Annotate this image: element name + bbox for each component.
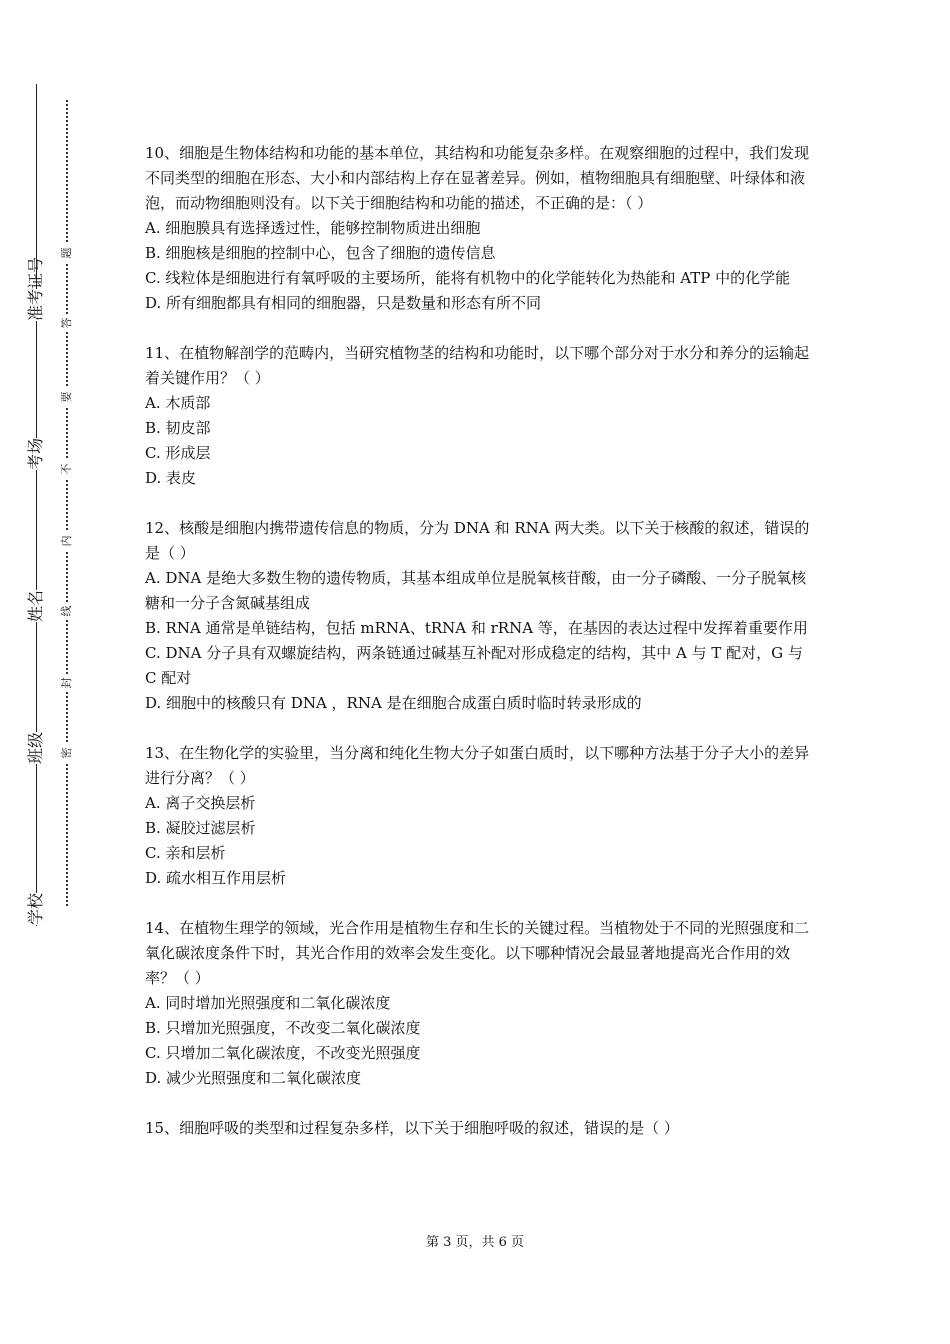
option-c: C. 只增加二氧化碳浓度，不改变光照强度: [145, 1044, 421, 1062]
page-number: 第 3 页，共 6 页: [425, 1235, 525, 1250]
question-text: 15、细胞呼吸的类型和过程复杂多样，以下关于细胞呼吸的叙述，错误的是（ ）: [145, 1119, 679, 1137]
label-class: 班级: [20, 732, 52, 764]
option-b: B. 凝胶过滤层析: [145, 819, 256, 837]
option-a: A. 同时增加光照强度和二氧化碳浓度: [145, 994, 391, 1012]
label-exam-number: 准考证号: [20, 289, 52, 321]
binding-margin: [0, 0, 120, 1344]
option-d: D. 所有细胞都具有相同的细胞器，只是数量和形态有所不同: [145, 294, 542, 312]
option-c: C. 形成层: [145, 444, 211, 462]
question-12: [145, 516, 810, 716]
binding-solid-line: [36, 84, 37, 926]
question-13: [145, 741, 810, 891]
seal-char: 不: [58, 460, 76, 478]
option-d: D. 疏水相互作用层析: [145, 869, 287, 887]
option-c: C. 亲和层析: [145, 844, 226, 862]
question-text: 10、细胞是生物体结构和功能的基本单位，其结构和功能复杂多样。在观察细胞的过程中，我们发现不同类型的细胞在形态、大小和内部结构上存在显著差异。例如，植物细胞具有细胞壁、叶绿体和液泡，而动物细胞则没有。以下关于细胞结构和功能的描述，不正确的是：（ ）: [145, 144, 810, 212]
seal-char: 密: [58, 744, 76, 762]
question-list: [145, 141, 810, 1166]
seal-char: 题: [58, 244, 76, 262]
option-a: A. 细胞膜具有选择透过性，能够控制物质进出细胞: [145, 219, 481, 237]
option-b: B. 韧皮部: [145, 419, 211, 437]
label-name: 姓名: [20, 590, 52, 622]
option-b: B. 细胞核是细胞的控制中心，包含了细胞的遗传信息: [145, 244, 496, 262]
option-d: D. 减少光照强度和二氧化碳浓度: [145, 1069, 362, 1087]
question-14: [145, 916, 810, 1091]
question-10: [145, 141, 810, 316]
option-c: C. DNA 分子具有双螺旋结构，两条链通过碱基互补配对形成稳定的结构，其中 A 与 T 配对，G 与 C 配对: [145, 644, 803, 687]
label-school: 学校: [20, 893, 52, 925]
option-b: B. 只增加光照强度，不改变二氧化碳浓度: [145, 1019, 421, 1037]
option-d: D. 表皮: [145, 469, 197, 487]
option-a: A. 木质部: [145, 394, 211, 412]
question-11: [145, 341, 810, 491]
option-a: A. DNA 是绝大多数生物的遗传物质，其基本组成单位是脱氧核苷酸，由一分子磷酸、一分子脱氧核糖和一分子含氮碱基组成: [145, 569, 807, 612]
option-b: B. RNA 通常是单链结构，包括 mRNA、tRNA 和 rRNA 等，在基因的表达过程中发挥着重要作用: [145, 619, 808, 637]
option-a: A. 离子交换层析: [145, 794, 256, 812]
question-text: 13、在生物化学的实验里，当分离和纯化生物大分子如蛋白质时，以下哪种方法基于分子大小的差异进行分离？（ ）: [145, 744, 810, 787]
question-text: 11、在植物解剖学的范畴内，当研究植物茎的结构和功能时，以下哪个部分对于水分和养分的运输起着关键作用？（ ）: [145, 344, 810, 387]
seal-char: 线: [58, 602, 76, 620]
seal-char: 内: [58, 532, 76, 550]
seal-char: 封: [58, 674, 76, 692]
label-exam-room: 考场: [20, 438, 52, 470]
seal-char: 要: [58, 388, 76, 406]
question-text: 14、在植物生理学的领域，光合作用是植物生存和生长的关键过程。当植物处于不同的光照强度和二氧化碳浓度条件下时，其光合作用的效率会发生变化。以下哪种情况会最显著地提高光合作用的效率？（ ）: [145, 919, 810, 987]
option-d: D. 细胞中的核酸只有 DNA ，RNA 是在细胞合成蛋白质时临时转录形成的: [145, 694, 642, 712]
question-15: [145, 1116, 810, 1141]
binding-dotted-line: [66, 100, 68, 906]
seal-char: 答: [58, 314, 76, 332]
option-c: C. 线粒体是细胞进行有氧呼吸的主要场所，能将有机物中的化学能转化为热能和 ATP 中的化学能: [145, 269, 791, 287]
question-text: 12、核酸是细胞内携带遗传信息的物质，分为 DNA 和 RNA 两大类。以下关于核酸的叙述，错误的是（ ）: [145, 519, 810, 562]
